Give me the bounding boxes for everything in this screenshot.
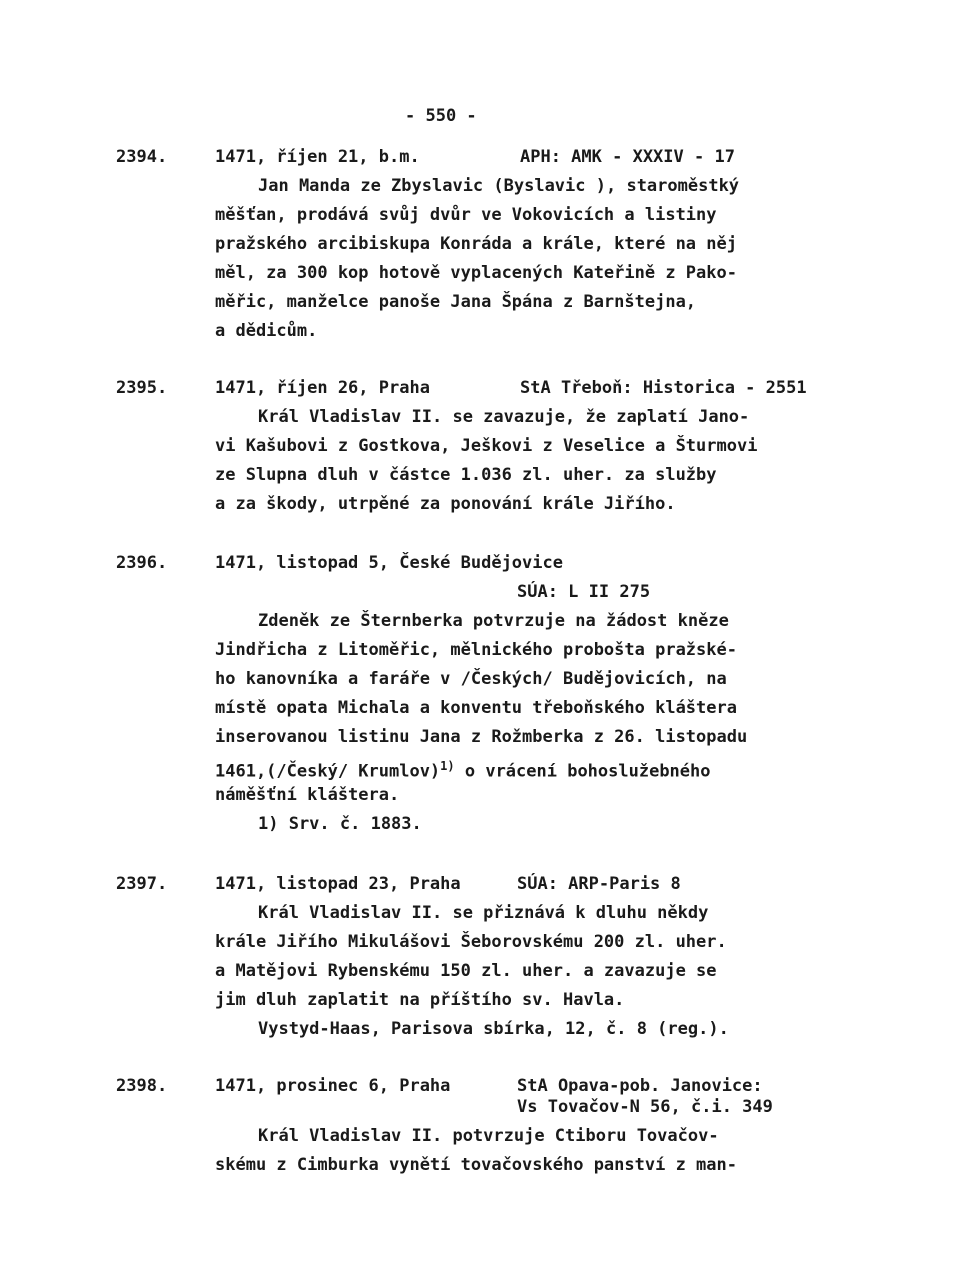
entry-archive: SÚA: L II 275 [517, 582, 651, 602]
entry-text-fragment: o vrácení bohoslužebného [454, 761, 711, 782]
entry-number: 2394. [116, 147, 168, 167]
entry-number: 2395. [116, 378, 168, 398]
entry-text-line: Jan Manda ze Zbyslavic (Byslavic ), staroměstký [258, 176, 740, 196]
entry-text-line: a Matějovi Rybenskému 150 zl. uher. a zavazuje se [215, 961, 717, 981]
entry-text-line: ho kanovníka a faráře v /Českých/ Budějovicích, na [215, 669, 727, 689]
entry-date: 1471, prosinec 6, Praha [215, 1076, 451, 1096]
entry-text-line: Jindřicha z Litoměřic, mělnického probošta pražské- [215, 640, 737, 660]
entry-number: 2398. [116, 1076, 168, 1096]
entry-text-line: měřic, manželce panoše Jana Špána z Barnštejna, [215, 292, 697, 312]
entry-text-line: Král Vladislav II. se zavazuje, že zaplatí Jano- [258, 407, 750, 427]
entry-text-line: a dědicům. [215, 321, 318, 341]
entry-text-line: ze Slupna dluh v částce 1.036 zl. uher. za služby [215, 465, 717, 485]
entry-number: 2397. [116, 874, 168, 894]
entry-number: 2396. [116, 553, 168, 573]
entry-archive: SÚA: ARP-Paris 8 [517, 874, 681, 894]
footnote-marker: 1) [440, 759, 455, 773]
page-number: - 550 - [405, 106, 477, 126]
entry-text-line: místě opata Michala a konventu třeboňského kláštera [215, 698, 737, 718]
entry-text-line: krále Jiřího Mikulášovi Šeborovskému 200 zl. uher. [215, 932, 727, 952]
entry-text-line: inserovanou listinu Jana z Rožmberka z 26. listopadu [215, 727, 748, 747]
footnote: 1) Srv. č. 1883. [258, 814, 422, 834]
entry-archive: APH: AMK - XXXIV - 17 [520, 147, 735, 167]
entry-text-line: pražského arcibiskupa Konráda a krále, které na něj [215, 234, 737, 254]
entry-date: 1471, říjen 21, b.m. [215, 147, 420, 167]
entry-text-line: náměšťní kláštera. [215, 785, 400, 805]
entry-text-line: Král Vladislav II. se přiznává k dluhu někdy [258, 903, 709, 923]
entry-text-fragment: 1461,(/Český/ Krumlov) [215, 761, 441, 782]
entry-date: 1471, listopad 5, České Budějovice [215, 553, 563, 573]
entry-text-line: vi Kašubovi z Gostkova, Ješkovi z Veselice a Šturmovi [215, 436, 758, 456]
entry-text-line: skému z Cimburka vynětí tovačovského panství z man- [215, 1155, 737, 1175]
entry-text-line [215, 756, 711, 782]
entry-text-line: Zdeněk ze Šternberka potvrzuje na žádost kněze [258, 611, 729, 631]
entry-archive: StA Třeboň: Historica - 2551 [520, 378, 807, 398]
entry-text-line: měšťan, prodává svůj dvůr ve Vokovicích a listiny [215, 205, 717, 225]
entry-text-line: Vystyd-Haas, Parisova sbírka, 12, č. 8 (reg.). [258, 1019, 729, 1039]
entry-text-line: a za škody, utrpěné za ponování krále Jiřího. [215, 494, 676, 514]
entry-date: 1471, listopad 23, Praha [215, 874, 461, 894]
entry-archive-continuation: Vs Tovačov-N 56, č.i. 349 [517, 1097, 773, 1117]
entry-text-line: měl, za 300 kop hotově vyplacených Kateřině z Pako- [215, 263, 737, 283]
entry-archive: StA Opava-pob. Janovice: [517, 1076, 763, 1096]
entry-text-line: jim dluh zaplatit na příštího sv. Havla. [215, 990, 625, 1010]
entry-date: 1471, říjen 26, Praha [215, 378, 430, 398]
entry-text-line: Král Vladislav II. potvrzuje Ctiboru Tovačov- [258, 1126, 719, 1146]
